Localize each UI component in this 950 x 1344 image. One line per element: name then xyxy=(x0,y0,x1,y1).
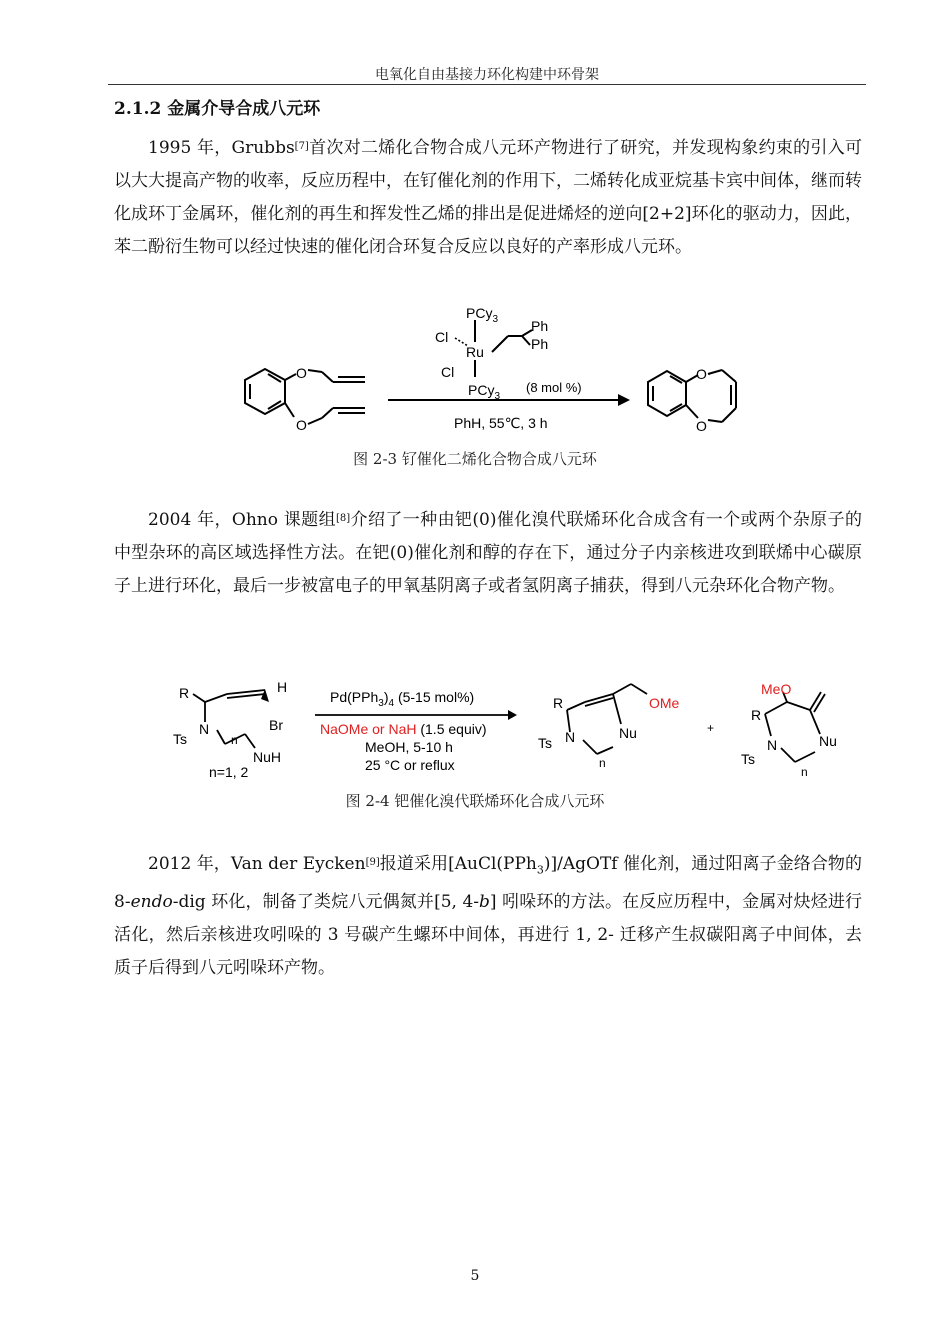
product-oxygen-upper: O xyxy=(696,366,707,382)
pd-catalyst-label: $Pd(PPh_3)_4$ (5-15 mol%) xyxy=(330,689,475,709)
p3-subscript: 3 xyxy=(536,863,544,877)
paragraph-1 xyxy=(114,132,862,264)
p3-text-a: 2012 年，Van der Eycken xyxy=(148,854,366,874)
product-oxygen-lower: O xyxy=(696,418,707,434)
p1-n-label: N xyxy=(565,729,576,745)
ph-label-1: Ph xyxy=(531,318,549,334)
p1-n-subscript: n xyxy=(599,756,606,770)
figure-ru-rcm-product-ring xyxy=(690,360,760,440)
p1-text-b: 首次对二烯化合物合成八元环产物进行了研究，并发现构象约束的引入可以大大提高产物的收率，反应历程中，在钌催化剂的作用下，二烯转化成亚烷基卡宾中间体，继而转化成环丁金属环，催化剂的再生和挥发性乙烯的排出是促进烯烃的逆向[2+2]环化的驱动力，因此，苯二酚衍生物可以经过快速的催化闭合环复合反应以良好的产率形成八元环。 xyxy=(114,138,862,257)
sm-r-label: R xyxy=(179,685,190,701)
cl-label-2: Cl xyxy=(441,364,455,380)
p2-meo-label: MeO xyxy=(761,681,792,697)
citation-8: [8] xyxy=(335,513,351,524)
p1-ome-label: OMe xyxy=(649,695,680,711)
pd-arrow-head xyxy=(508,710,517,720)
pcy3-bottom-label: PCy$_3$ xyxy=(468,382,501,402)
reaction-conditions: PhH, 55℃, 3 h xyxy=(454,415,548,431)
paragraph-2 xyxy=(114,504,862,603)
sm-nuh-label: NuH xyxy=(253,749,282,765)
p1-ts-label: Ts xyxy=(538,735,552,751)
p2-text-b: 介绍了一种由钯(0)催化溴代联烯环化合成含有一个或两个杂原子的中型杂环的高区域选择性方法。在钯(0)催化剂和醇的存在下，通过分子内亲核进攻到联烯中心碳原子上进行环化，最后一步被富电子的甲氧基阴离子或者氢阴离子捕获，得到八元杂环化合物产物。 xyxy=(114,510,862,596)
sm-n-range: n=1, 2 xyxy=(209,764,249,780)
base-label: NaOMe or NaH (1.5 equiv) xyxy=(320,721,487,737)
catalyst-loading: (8 mol %) xyxy=(526,380,582,395)
p2-text-a: 2004 年，Ohno 课题组 xyxy=(148,510,336,530)
p1-r-label: R xyxy=(553,695,564,711)
p2-nu-label: Nu xyxy=(819,733,837,749)
citation-7: [7] xyxy=(294,141,309,152)
p3-endo: endo xyxy=(130,892,173,913)
p1-text-a: 1995 年，Grubbs xyxy=(148,138,295,158)
sm-n-subscript: n xyxy=(231,733,238,747)
plus-sign: + xyxy=(707,721,715,735)
p2-ts-label: Ts xyxy=(741,751,755,767)
p2-n-label: N xyxy=(767,737,778,753)
p2-r-label: R xyxy=(751,707,762,723)
pcy3-top-label: PCy$_3$ xyxy=(466,305,499,325)
page-number: 5 xyxy=(470,1268,480,1284)
header-rule xyxy=(108,84,866,85)
p3-text-d: -dig 环化，制备了类烷八元偶氮并[5, 4- xyxy=(172,892,480,913)
p3-b-italic: b xyxy=(479,892,490,913)
sm-oxygen-upper: O xyxy=(296,365,307,381)
sm-ts-label: Ts xyxy=(173,731,187,747)
p3-text-e: ] 吲哚环的方法。在反应历程中，金属对炔烃进行活化，然后亲核进攻吲哚的 3 号碳产生螺环中间体，再进行 1, 2- 迁移产生叔碳阳离子中间体，去质子后得到八元吲哚环产物。 xyxy=(114,892,862,979)
section-title: 2.1.2 金属介导合成八元环 xyxy=(114,99,321,119)
ph-label-2: Ph xyxy=(531,336,549,352)
figure-2-3-caption: 图 2-3 钌催化二烯化合物合成八元环 xyxy=(353,450,597,468)
paragraph-3 xyxy=(114,848,862,985)
sm-oxygen-lower: O xyxy=(296,417,307,433)
figure-pd-allene-scheme xyxy=(165,672,845,787)
sm-n-label: N xyxy=(199,721,210,737)
sm-br-label: Br xyxy=(269,717,283,733)
p2-n-subscript: n xyxy=(801,765,808,779)
figure-ru-rcm-scheme xyxy=(230,300,710,445)
running-header: 电氧化自由基接力环化构建中环骨架 xyxy=(375,67,599,83)
p3-text-c: )]/AgOTf 催化剂，通过阳离子金络合物的 8- xyxy=(114,854,862,913)
reaction-arrow-head xyxy=(618,394,630,406)
temperature-label: 25 °C or reflux xyxy=(365,757,455,773)
p1-nu-label: Nu xyxy=(619,725,637,741)
citation-9: [9] xyxy=(365,857,380,868)
figure-2-4-caption: 图 2-4 钯催化溴代联烯环化合成八元环 xyxy=(345,792,605,810)
p3-text-b: 报道采用[AuCl(PPh xyxy=(379,854,537,874)
sm-h-label: H xyxy=(277,679,288,695)
ru-label: Ru xyxy=(466,344,484,360)
solvent-time-label: MeOH, 5-10 h xyxy=(365,739,453,755)
cl-label-1: Cl xyxy=(435,329,449,345)
